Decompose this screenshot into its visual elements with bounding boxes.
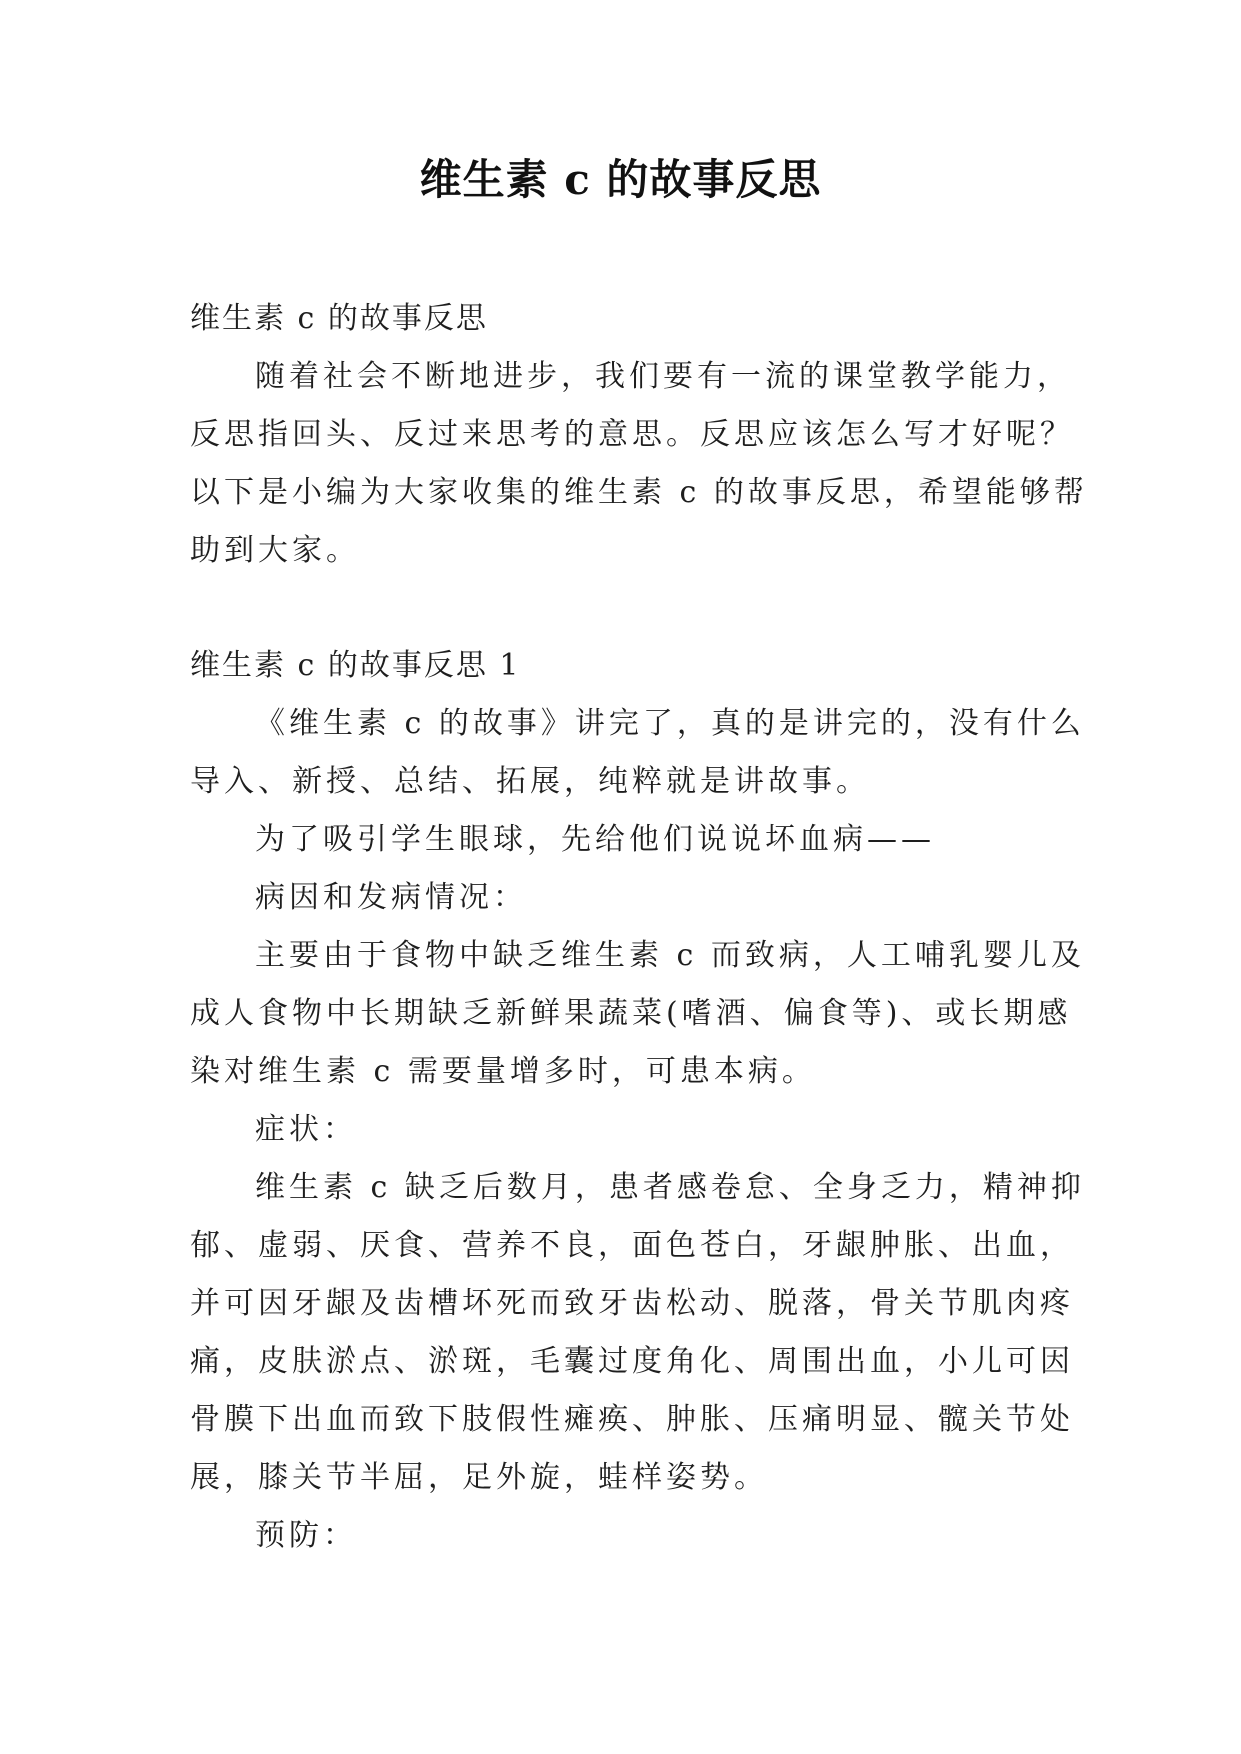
intro-line: 以下是小编为大家收集的维生素 c 的故事反思，希望能够帮: [190, 475, 1088, 510]
section1-line: 为了吸引学生眼球，先给他们说说坏血病——: [255, 822, 935, 857]
section1-block: [190, 637, 1085, 1565]
section1-line: 《维生素 c 的故事》讲完了，真的是讲完的，没有什么: [255, 706, 1085, 741]
section1-line: 症状：: [255, 1112, 357, 1147]
intro-line: 随着社会不断地进步，我们要有一流的课堂教学能力，: [255, 359, 1071, 394]
intro-line: 助到大家。: [190, 533, 360, 568]
intro-heading: 维生素 c 的故事反思: [190, 301, 488, 336]
section1-line: 导入、新授、总结、拓展，纯粹就是讲故事。: [190, 764, 870, 799]
page-title: 维生素 c 的故事反思: [419, 155, 822, 204]
section1-line: 并可因牙龈及齿槽坏死而致牙齿松动、脱落，骨关节肌肉疼: [190, 1286, 1074, 1321]
intro-line: 反思指回头、反过来思考的意思。反思应该怎么写才好呢？: [190, 417, 1074, 452]
section1-line: 痛，皮肤淤点、淤斑，毛囊过度角化、周围出血，小儿可因: [190, 1344, 1074, 1379]
section1-line: 预防：: [255, 1518, 357, 1553]
section1-heading: 维生素 c 的故事反思 1: [190, 648, 521, 683]
section1-line: 维生素 c 缺乏后数月，患者感卷怠、全身乏力，精神抑: [255, 1170, 1085, 1205]
section1-line: 病因和发病情况：: [255, 880, 527, 915]
section1-line: 染对维生素 c 需要量增多时，可患本病。: [190, 1054, 816, 1089]
section1-line: 成人食物中长期缺乏新鲜果蔬菜(嗜酒、偏食等)、或长期感: [190, 996, 1072, 1031]
section1-line: 展，膝关节半屈，足外旋，蛙样姿势。: [190, 1460, 768, 1495]
section1-line: 郁、虚弱、厌食、营养不良，面色苍白，牙龈肿胀、出血，: [190, 1228, 1074, 1263]
section1-line: 主要由于食物中缺乏维生素 c 而致病，人工哺乳婴儿及: [255, 938, 1085, 973]
intro-block: [190, 290, 1088, 580]
section1-line: 骨膜下出血而致下肢假性瘫痪、肿胀、压痛明显、髋关节处: [190, 1402, 1074, 1437]
